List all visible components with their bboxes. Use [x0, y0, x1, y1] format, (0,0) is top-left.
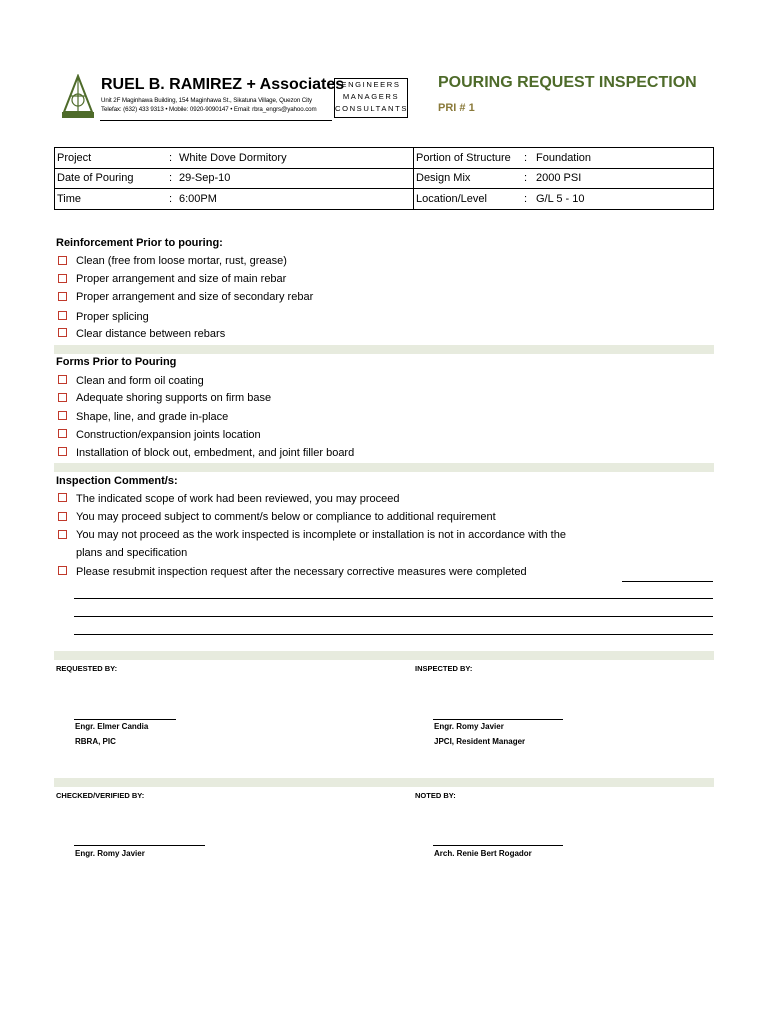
noted-by-label: NOTED BY:	[415, 791, 456, 800]
checklist-item: You may not proceed as the work inspected is incomplete or installation is not in accordance with the	[76, 529, 566, 541]
info-label: Location/Level	[416, 192, 487, 205]
info-value: White Dove Dormitory	[179, 151, 287, 164]
section-band	[54, 463, 714, 472]
firm-name: RUEL B. RAMIREZ + Associates	[101, 76, 345, 93]
inspected-role: JPCI, Resident Manager	[434, 737, 526, 746]
section-band	[54, 345, 714, 354]
checklist-item: Please resubmit inspection request after the necessary corrective measures were completed	[76, 566, 527, 578]
info-row: Time : 6:00PM Location/Level : G/L 5 - 10	[55, 189, 713, 209]
section-band	[54, 651, 714, 660]
info-value: Foundation	[536, 151, 592, 164]
checkbox[interactable]	[58, 292, 67, 301]
checklist-item: Installation of block out, embedment, and joint filler board	[76, 447, 355, 459]
project-info-table	[54, 147, 714, 210]
firm-services-box	[334, 78, 408, 118]
noted-name: Arch. Renie Bert Rogador	[434, 849, 532, 858]
document-number: PRI # 1	[438, 102, 475, 114]
checklist-item: Proper arrangement and size of main rebar	[76, 273, 287, 285]
signature-line	[433, 845, 563, 846]
checklist-item: Proper splicing	[76, 311, 149, 323]
info-value: 29-Sep-10	[179, 172, 231, 185]
checkbox[interactable]	[58, 311, 67, 320]
checkbox[interactable]	[58, 256, 67, 265]
info-label: Design Mix	[416, 172, 471, 185]
comment-line	[74, 616, 713, 617]
checklist-item: Shape, line, and grade in-place	[76, 411, 229, 423]
checklist-item-continuation: plans and specification	[76, 547, 188, 559]
checkbox[interactable]	[58, 375, 67, 384]
requested-name: Engr. Elmer Candia	[75, 722, 149, 731]
info-value: 2000 PSI	[536, 172, 582, 185]
info-label: Time	[57, 192, 82, 205]
comment-line	[622, 581, 713, 582]
signature-line	[74, 845, 205, 846]
checkbox[interactable]	[58, 530, 67, 539]
service-engineers: ENGINEERS	[341, 80, 401, 89]
checkbox[interactable]	[58, 429, 67, 438]
checked-by-label: CHECKED/VERIFIED BY:	[56, 791, 145, 800]
forms-title: Forms Prior to Pouring	[56, 356, 177, 368]
checkbox[interactable]	[58, 493, 67, 502]
service-managers: MANAGERS	[342, 92, 400, 101]
checklist-item: The indicated scope of work had been reviewed, you may proceed	[76, 493, 400, 505]
checklist-item: Clean and form oil coating	[76, 375, 204, 387]
info-label: Date of Pouring	[57, 172, 134, 185]
comment-line	[74, 634, 713, 635]
checklist-item: You may proceed subject to comment/s below or compliance to additional requirement	[76, 511, 496, 523]
info-value: G/L 5 - 10	[536, 192, 585, 205]
checkbox[interactable]	[58, 447, 67, 456]
inspected-name: Engr. Romy Javier	[434, 722, 504, 731]
info-label: Project	[57, 151, 92, 164]
checkbox[interactable]	[58, 512, 67, 521]
checklist-item: Clear distance between rebars	[76, 328, 226, 340]
comment-line	[74, 598, 713, 599]
info-label: Portion of Structure	[416, 151, 511, 164]
checklist-item: Adequate shoring supports on firm base	[76, 392, 272, 404]
checklist-item: Clean (free from loose mortar, rust, grease)	[76, 255, 287, 267]
checkbox[interactable]	[58, 274, 67, 283]
document-title: POURING REQUEST INSPECTION	[438, 74, 697, 91]
reinforcement-title: Reinforcement Prior to pouring:	[56, 237, 223, 249]
service-consultants: CONSULTANTS	[335, 104, 409, 113]
requested-role: RBRA, PIC	[75, 737, 116, 746]
signature-line	[433, 719, 563, 720]
signature-line	[74, 719, 176, 720]
firm-logo	[60, 74, 96, 120]
comments-title: Inspection Comment/s:	[56, 475, 178, 487]
firm-address: Unit 2F Maginhawa Building, 154 Maginhawa St., Sikatuna Village, Quezon City	[101, 97, 313, 104]
info-row: Project : White Dove Dormitory Portion of Structure : Foundation	[55, 148, 713, 169]
checked-name: Engr. Romy Javier	[75, 849, 145, 858]
checkbox[interactable]	[58, 566, 67, 575]
checkbox[interactable]	[58, 411, 67, 420]
checkbox[interactable]	[58, 328, 67, 337]
checklist-item: Construction/expansion joints location	[76, 429, 261, 441]
firm-contact: Telefax: (632) 433 9313 • Mobile: 0920-9090147 • Email: rbra_engrs@yahoo.com	[101, 106, 317, 113]
requested-by-label: REQUESTED BY:	[56, 664, 118, 673]
header-divider	[100, 120, 332, 121]
info-row: Date of Pouring : 29-Sep-10 Design Mix : 2000 PSI	[55, 169, 713, 190]
checkbox[interactable]	[58, 393, 67, 402]
section-band	[54, 778, 714, 787]
info-value: 6:00PM	[179, 192, 217, 205]
checklist-item: Proper arrangement and size of secondary rebar	[76, 291, 314, 303]
inspected-by-label: INSPECTED BY:	[415, 664, 473, 673]
